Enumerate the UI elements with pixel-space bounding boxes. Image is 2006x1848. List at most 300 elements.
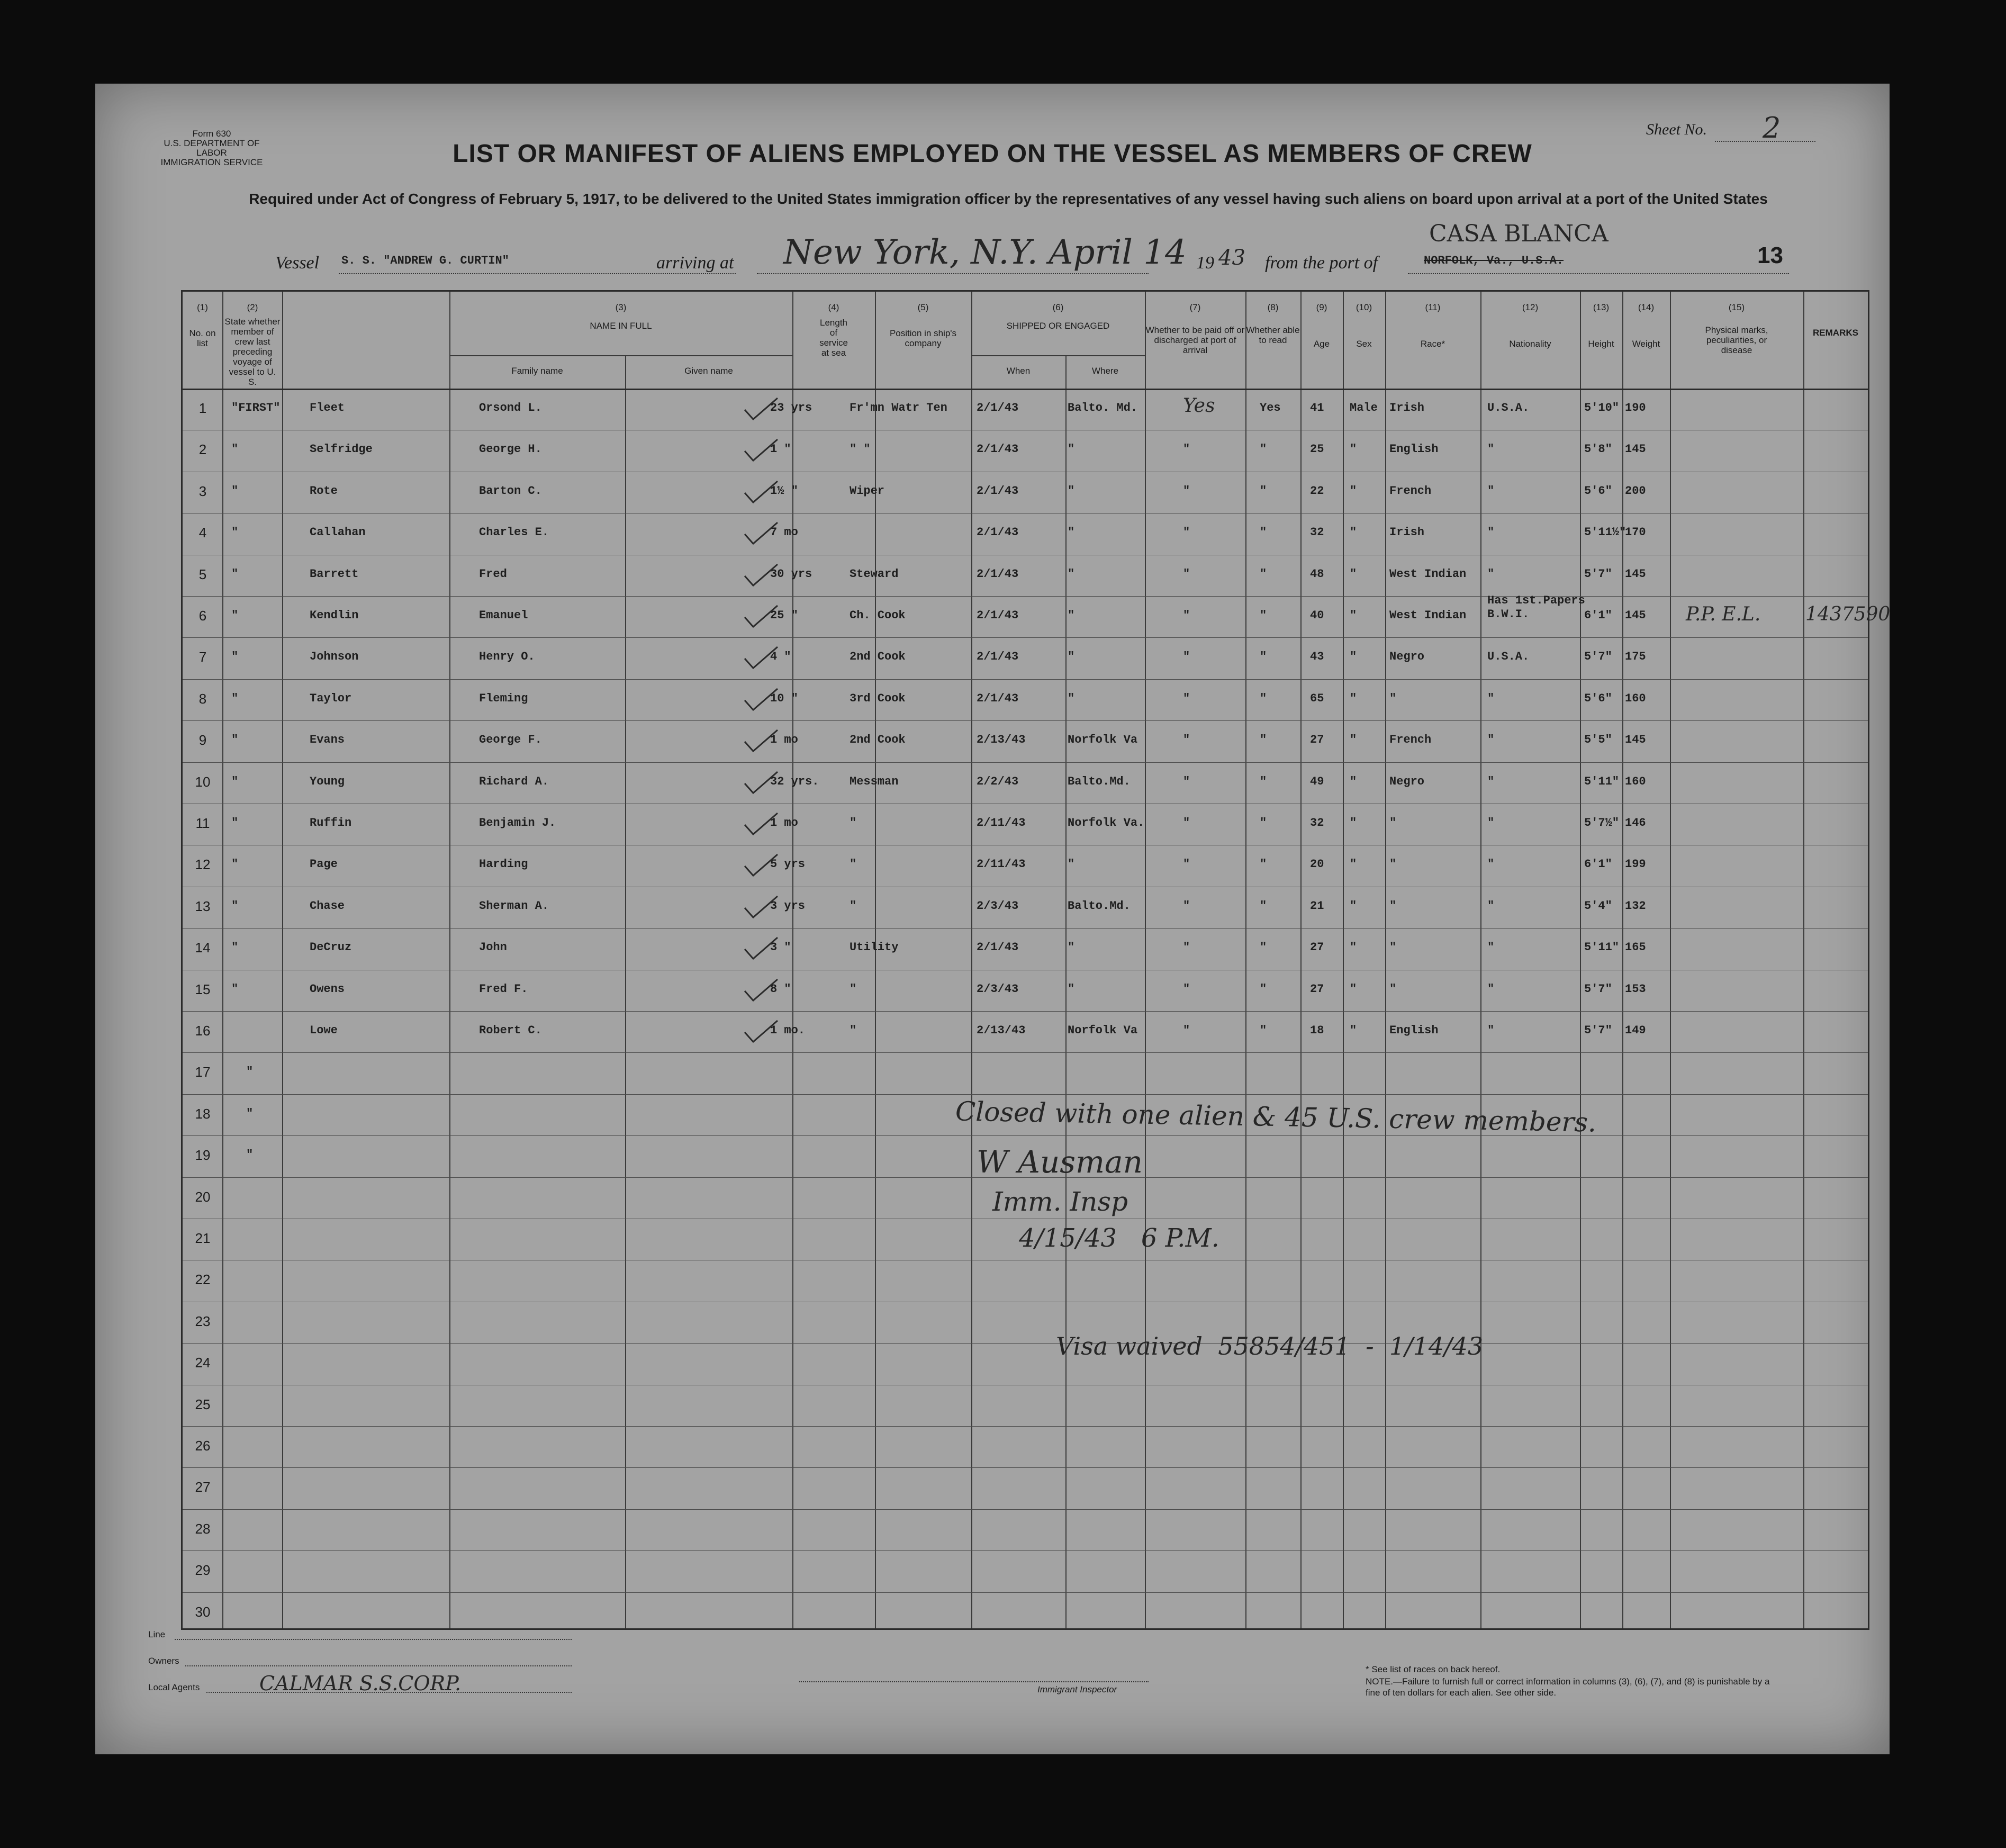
col3-family-header: Family name xyxy=(511,366,563,376)
cell-sex: " xyxy=(1350,609,1357,622)
row-number: 14 xyxy=(195,940,211,956)
cell-given: Robert C. xyxy=(479,1024,542,1037)
col11-header: (11) Race* xyxy=(1420,302,1445,349)
cell-when: 2/1/43 xyxy=(977,401,1019,414)
cell-family: Rote xyxy=(310,484,338,498)
cell-age: 65 xyxy=(1310,691,1324,705)
cell-race: West Indian xyxy=(1389,567,1467,581)
inspector-underline xyxy=(799,1681,1149,1682)
row-number: 6 xyxy=(198,608,207,624)
cell-sex: " xyxy=(1350,526,1357,539)
cell-weight: 132 xyxy=(1625,899,1646,913)
cell-prev: " xyxy=(231,484,239,498)
col-divider xyxy=(1580,292,1581,1628)
row-line xyxy=(183,1343,1868,1344)
row-number: 19 xyxy=(195,1147,211,1164)
cell-family: Johnson xyxy=(310,650,359,664)
cell-weight: 160 xyxy=(1625,774,1646,788)
cell-when: 2/11/43 xyxy=(977,858,1026,871)
cell-given: Sherman A. xyxy=(479,899,549,913)
cell-service: 7 mo xyxy=(770,526,798,539)
col16-header: REMARKS xyxy=(1813,328,1858,338)
cell-given: George H. xyxy=(479,443,542,456)
row-line xyxy=(183,1467,1868,1468)
cell-remarks: 1437590 xyxy=(1805,603,1891,625)
cell-height: 5'11" xyxy=(1584,941,1620,954)
cell-weight: 146 xyxy=(1625,816,1646,830)
shipped-sub-line xyxy=(971,355,1145,356)
row-number: 25 xyxy=(195,1396,211,1412)
cell-race: " xyxy=(1389,858,1397,871)
cell-read: " xyxy=(1260,941,1267,954)
cell-weight: 190 xyxy=(1625,401,1646,414)
cell-position: " xyxy=(850,1024,857,1037)
cell-height: 5'10" xyxy=(1584,401,1620,414)
cell-weight: 145 xyxy=(1625,443,1646,456)
col5-header: (5) Position in ship's company xyxy=(889,302,957,348)
row-number: 3 xyxy=(198,483,207,499)
cell-prev: " xyxy=(246,1148,254,1162)
cell-height: 5'11" xyxy=(1584,774,1620,788)
cell-service: 1½ " xyxy=(770,484,798,498)
col-divider xyxy=(1670,292,1671,1628)
cell-sex: " xyxy=(1350,899,1357,913)
cell-weight: 160 xyxy=(1625,691,1646,705)
col-divider xyxy=(1803,292,1804,1628)
inspector-signature: W Ausman xyxy=(977,1144,1143,1180)
col6-header: (6) SHIPPED OR ENGAGED xyxy=(1006,302,1110,331)
cell-weight: 153 xyxy=(1625,982,1646,996)
cell-age: 27 xyxy=(1310,941,1324,954)
cell-prev: " xyxy=(246,1065,254,1079)
cell-sex: " xyxy=(1350,858,1357,871)
row-number: 29 xyxy=(195,1562,211,1579)
cell-paid: " xyxy=(1183,733,1190,747)
cell-race: English xyxy=(1389,1024,1439,1037)
row-number: 7 xyxy=(198,649,207,665)
row-number: 5 xyxy=(198,566,207,582)
cell-where: " xyxy=(1068,567,1075,581)
cell-position: " xyxy=(850,858,857,871)
cell-sex: " xyxy=(1350,1024,1357,1037)
cell-given: Fred F. xyxy=(479,982,528,996)
cell-race: English xyxy=(1389,443,1439,456)
cell-prev: " xyxy=(231,526,239,539)
cell-position: Steward xyxy=(850,567,899,581)
cell-position: Utility xyxy=(850,941,899,954)
cell-read: Yes xyxy=(1260,401,1281,414)
cell-where: " xyxy=(1068,941,1075,954)
cell-nat: " xyxy=(1487,526,1495,539)
cell-given: Fleming xyxy=(479,691,528,705)
cell-service: 3 yrs xyxy=(770,899,806,913)
cell-service: 32 yrs. xyxy=(770,774,819,788)
row-number: 27 xyxy=(195,1479,211,1495)
row-number: 17 xyxy=(195,1064,211,1080)
cell-read: " xyxy=(1260,650,1267,664)
row-number: 4 xyxy=(198,525,207,541)
cell-height: 5'7" xyxy=(1584,982,1612,996)
col-divider xyxy=(282,292,283,1628)
check-mark-icon xyxy=(743,520,780,547)
cell-where: " xyxy=(1068,484,1075,498)
cell-service: 4 " xyxy=(770,650,791,664)
cell-weight: 149 xyxy=(1625,1024,1646,1037)
cell-weight: 170 xyxy=(1625,526,1646,539)
cell-where: " xyxy=(1068,650,1075,664)
line-underline xyxy=(175,1639,572,1640)
cell-age: 18 xyxy=(1310,1024,1324,1037)
cell-service: 3 " xyxy=(770,941,791,954)
cell-age: 48 xyxy=(1310,567,1324,581)
row-number: 8 xyxy=(198,690,207,707)
port-underline xyxy=(1408,273,1789,274)
cell-race: Negro xyxy=(1389,650,1425,664)
cell-where: " xyxy=(1068,443,1075,456)
cell-height: 5'4" xyxy=(1584,899,1612,913)
closed-annotation: Closed with one alien & 45 U.S. crew members. xyxy=(955,1096,1597,1138)
cell-weight: 199 xyxy=(1625,858,1646,871)
cell-when: 2/1/43 xyxy=(977,650,1019,664)
cell-prev: " xyxy=(231,691,239,705)
cell-given: Henry O. xyxy=(479,650,535,664)
cell-family: Owens xyxy=(310,982,345,996)
sheet-no-value: 2 xyxy=(1763,111,1781,145)
cell-nat: U.S.A. xyxy=(1487,401,1530,414)
cell-race: French xyxy=(1389,484,1432,498)
cell-service: 1 mo xyxy=(770,733,798,747)
cell-weight: 145 xyxy=(1625,609,1646,622)
col-divider xyxy=(625,355,626,1628)
header-bottom-line xyxy=(183,389,1868,390)
port-struck: NORFOLK, Va., U.S.A. xyxy=(1424,254,1564,267)
cell-age: 41 xyxy=(1310,401,1324,414)
cell-height: 6'1" xyxy=(1584,858,1612,871)
cell-marks: P.P. E.L. xyxy=(1686,603,1761,625)
cell-prev: " xyxy=(231,774,239,788)
cell-nat: " xyxy=(1487,816,1495,830)
col-divider xyxy=(1245,292,1246,1628)
cell-age: 25 xyxy=(1310,443,1324,456)
cell-prev: " xyxy=(231,650,239,664)
cell-age: 40 xyxy=(1310,609,1324,622)
cell-sex: " xyxy=(1350,774,1357,788)
check-mark-icon xyxy=(743,396,780,422)
cell-prev: " xyxy=(231,443,239,456)
visa-annotation: Visa waived 55854/451 - 1/14/43 xyxy=(1056,1332,1484,1360)
cell-race: West Indian xyxy=(1389,609,1467,622)
cell-family: Ruffin xyxy=(310,816,352,830)
cell-service: 1 " xyxy=(770,443,791,456)
arriving-label: arriving at xyxy=(656,253,734,273)
cell-when: 2/3/43 xyxy=(977,899,1019,913)
cell-position: 2nd Cook xyxy=(850,733,906,747)
cell-when: 2/1/43 xyxy=(977,567,1019,581)
cell-given: Orsond L. xyxy=(479,401,542,414)
cell-service: 8 " xyxy=(770,982,791,996)
cell-height: 6'1" xyxy=(1584,609,1612,622)
cell-given: John xyxy=(479,941,507,954)
cell-paid: " xyxy=(1183,899,1190,913)
cell-read: " xyxy=(1260,443,1267,456)
form-label: Form 630 U.S. DEPARTMENT OF LABOR IMMIGRATION SERVICE xyxy=(160,129,263,167)
cell-where: Balto.Md. xyxy=(1068,774,1131,788)
cell-paid: " xyxy=(1183,691,1190,705)
cell-height: 5'7" xyxy=(1584,650,1612,664)
row-number: 28 xyxy=(195,1520,211,1537)
cell-race: " xyxy=(1389,691,1397,705)
cell-where: Norfolk Va. xyxy=(1068,816,1145,830)
row-number: 30 xyxy=(195,1603,211,1620)
row-line xyxy=(183,1011,1868,1012)
cell-age: 22 xyxy=(1310,484,1324,498)
cell-where: " xyxy=(1068,609,1075,622)
cell-family: Taylor xyxy=(310,691,352,705)
cell-given: Fred xyxy=(479,567,507,581)
row-line xyxy=(183,1509,1868,1510)
cell-service: 25 " xyxy=(770,609,798,622)
cell-when: 2/1/43 xyxy=(977,941,1019,954)
cell-paid: " xyxy=(1183,567,1190,581)
cell-age: 49 xyxy=(1310,774,1324,788)
fine-note: NOTE.—Failure to furnish full or correct information in columns (3), (6), (7), and (8) is punishable by a fine of ten dollars for each alien. See other side. xyxy=(1366,1676,1770,1698)
row-number: 24 xyxy=(195,1355,211,1371)
cell-paid: " xyxy=(1183,443,1190,456)
col-divider xyxy=(1065,355,1067,1628)
cell-paid: Yes xyxy=(1183,395,1215,417)
arriving-underline xyxy=(757,273,1149,274)
cell-prev: " xyxy=(231,858,239,871)
cell-prev: " xyxy=(231,567,239,581)
check-mark-icon xyxy=(743,687,780,713)
cell-age: 21 xyxy=(1310,899,1324,913)
cell-height: 5'8" xyxy=(1584,443,1612,456)
vessel-label: Vessel xyxy=(275,253,320,273)
cell-when: 2/1/43 xyxy=(977,484,1019,498)
owners-underline xyxy=(185,1665,572,1666)
cell-when: 2/3/43 xyxy=(977,982,1019,996)
cell-sex: " xyxy=(1350,567,1357,581)
col-divider xyxy=(1343,292,1344,1628)
row-line xyxy=(183,1135,1868,1136)
cell-race: " xyxy=(1389,899,1397,913)
port-handwritten: CASA BLANCA xyxy=(1429,220,1609,247)
row-number: 2 xyxy=(198,441,207,458)
cell-family: Kendlin xyxy=(310,609,359,622)
col3-given-header: Given name xyxy=(684,366,733,376)
row-number: 1 xyxy=(198,400,207,416)
cell-race: Irish xyxy=(1389,526,1425,539)
row-number: 22 xyxy=(195,1272,211,1288)
cell-family: Fleet xyxy=(310,401,345,414)
cell-given: Richard A. xyxy=(479,774,549,788)
cell-nat: " xyxy=(1487,1024,1495,1037)
name-sub-line xyxy=(449,355,792,356)
cell-sex: " xyxy=(1350,733,1357,747)
cell-weight: 145 xyxy=(1625,567,1646,581)
cell-prev: "FIRST" xyxy=(231,401,281,414)
cell-position: " xyxy=(850,816,857,830)
year-value: 43 xyxy=(1218,246,1245,270)
cell-nat: " xyxy=(1487,941,1495,954)
col15-header: (15) Physical marks, peculiarities, or disease xyxy=(1705,302,1768,355)
col8-header: (8) Whether able to read xyxy=(1246,302,1300,345)
cell-read: " xyxy=(1260,816,1267,830)
cell-race: French xyxy=(1389,733,1432,747)
cell-read: " xyxy=(1260,691,1267,705)
cell-family: DeCruz xyxy=(310,941,352,954)
cell-family: Chase xyxy=(310,899,345,913)
cell-service: 5 yrs xyxy=(770,858,806,871)
cell-sex: " xyxy=(1350,691,1357,705)
col-divider xyxy=(449,292,450,1628)
cell-nat: " xyxy=(1487,567,1495,581)
check-mark-icon xyxy=(743,479,780,506)
check-mark-icon xyxy=(743,894,780,921)
cell-weight: 165 xyxy=(1625,941,1646,954)
cell-position: " xyxy=(850,899,857,913)
row-number: 20 xyxy=(195,1188,211,1205)
cell-height: 5'5" xyxy=(1584,733,1612,747)
cell-when: 2/1/43 xyxy=(977,609,1019,622)
check-mark-icon xyxy=(743,603,780,630)
agents-value: CALMAR S.S.CORP. xyxy=(259,1672,462,1695)
cell-nat: " xyxy=(1487,691,1495,705)
cell-read: " xyxy=(1260,609,1267,622)
cell-sex: " xyxy=(1350,484,1357,498)
col-divider xyxy=(1622,292,1623,1628)
cell-race: " xyxy=(1389,982,1397,996)
cell-paid: " xyxy=(1183,982,1190,996)
cell-height: 5'7" xyxy=(1584,567,1612,581)
cell-race: " xyxy=(1389,816,1397,830)
cell-when: 2/11/43 xyxy=(977,816,1026,830)
cell-where: Balto. Md. xyxy=(1068,401,1138,414)
check-mark-icon xyxy=(743,770,780,796)
cell-position: Wiper xyxy=(850,484,885,498)
cell-paid: " xyxy=(1183,609,1190,622)
row-line xyxy=(183,679,1868,680)
col-divider xyxy=(222,292,223,1628)
cell-weight: 200 xyxy=(1625,484,1646,498)
cell-sex: " xyxy=(1350,650,1357,664)
check-mark-icon xyxy=(743,1018,780,1045)
line-label: Line xyxy=(148,1629,166,1639)
cell-service: 30 yrs xyxy=(770,567,812,581)
cell-read: " xyxy=(1260,733,1267,747)
cell-prev: " xyxy=(231,899,239,913)
agents-label: Local Agents xyxy=(148,1682,200,1692)
cell-prev: " xyxy=(231,941,239,954)
row-line xyxy=(183,1550,1868,1551)
col-divider xyxy=(971,292,972,1628)
cell-position: Fr'mn Watr Ten xyxy=(850,401,947,414)
cell-family: Page xyxy=(310,858,338,871)
cell-sex: " xyxy=(1350,941,1357,954)
cell-nat: Has 1st.Papers B.W.I. xyxy=(1487,594,1585,621)
cell-paid: " xyxy=(1183,941,1190,954)
row-number: 12 xyxy=(195,857,211,873)
cell-nat: U.S.A. xyxy=(1487,650,1530,664)
cell-read: " xyxy=(1260,1024,1267,1037)
cell-nat: " xyxy=(1487,774,1495,788)
cell-nat: " xyxy=(1487,443,1495,456)
vessel-name: S. S. "ANDREW G. CURTIN" xyxy=(341,254,509,267)
row-number: 13 xyxy=(195,898,211,914)
cell-sex: " xyxy=(1350,982,1357,996)
manifest-title: LIST OR MANIFEST OF ALIENS EMPLOYED ON THE VESSEL AS MEMBERS OF CREW xyxy=(453,140,1532,168)
col7-header: (7) Whether to be paid off or discharged at port of arrival xyxy=(1145,302,1245,355)
cell-position: Messman xyxy=(850,774,899,788)
col14-header: (14) Weight xyxy=(1632,302,1660,349)
manifest-subtitle: Required under Act of Congress of February 5, 1917, to be delivered to the United States immigration officer by the representatives of any vessel having such aliens on board upon arrival at a port of the United States xyxy=(249,191,1768,207)
cell-service: 1 mo. xyxy=(770,1024,806,1037)
col-divider xyxy=(1300,292,1302,1628)
row-line xyxy=(183,1052,1868,1053)
cell-nat: " xyxy=(1487,733,1495,747)
row-line xyxy=(183,720,1868,721)
col4-header: (4) Length of service at sea xyxy=(819,302,848,358)
cell-nat: " xyxy=(1487,858,1495,871)
cell-height: 5'7" xyxy=(1584,1024,1612,1037)
cell-paid: " xyxy=(1183,774,1190,788)
cell-service: 10 " xyxy=(770,691,798,705)
inspector-label: Immigrant Inspector xyxy=(1037,1684,1117,1694)
cell-where: " xyxy=(1068,691,1075,705)
cell-height: 5'7½" xyxy=(1584,816,1620,830)
cell-age: 20 xyxy=(1310,858,1324,871)
cell-age: 32 xyxy=(1310,816,1324,830)
cell-sex: " xyxy=(1350,816,1357,830)
cell-where: " xyxy=(1068,526,1075,539)
check-mark-icon xyxy=(743,977,780,1004)
cell-paid: " xyxy=(1183,650,1190,664)
cell-family: Lowe xyxy=(310,1024,338,1037)
owners-label: Owners xyxy=(148,1656,179,1666)
cell-race: Negro xyxy=(1389,774,1425,788)
cell-given: Barton C. xyxy=(479,484,542,498)
row-number: 23 xyxy=(195,1313,211,1329)
row-line xyxy=(183,1094,1868,1095)
col13-header: (13) Height xyxy=(1588,302,1614,349)
cell-when: 2/13/43 xyxy=(977,733,1026,747)
row-line xyxy=(183,596,1868,597)
cell-read: " xyxy=(1260,567,1267,581)
check-mark-icon xyxy=(743,645,780,671)
cell-where: Norfolk Va xyxy=(1068,733,1138,747)
row-number: 18 xyxy=(195,1105,211,1122)
cell-when: 2/13/43 xyxy=(977,1024,1026,1037)
row-line xyxy=(183,762,1868,763)
check-mark-icon xyxy=(743,935,780,962)
cell-when: 2/1/43 xyxy=(977,691,1019,705)
cell-paid: " xyxy=(1183,484,1190,498)
col-divider xyxy=(1480,292,1481,1628)
cell-prev: " xyxy=(231,982,239,996)
cell-family: Young xyxy=(310,774,345,788)
cell-paid: " xyxy=(1183,858,1190,871)
cell-family: Selfridge xyxy=(310,443,373,456)
cell-read: " xyxy=(1260,484,1267,498)
cell-position: Ch. Cook xyxy=(850,609,906,622)
cell-given: Charles E. xyxy=(479,526,549,539)
cell-family: Barrett xyxy=(310,567,359,581)
cell-age: 27 xyxy=(1310,982,1324,996)
col-divider xyxy=(1385,292,1386,1628)
row-line xyxy=(183,1426,1868,1427)
sheet-no-label: Sheet No. xyxy=(1646,121,1707,138)
cell-when: 2/1/43 xyxy=(977,526,1019,539)
